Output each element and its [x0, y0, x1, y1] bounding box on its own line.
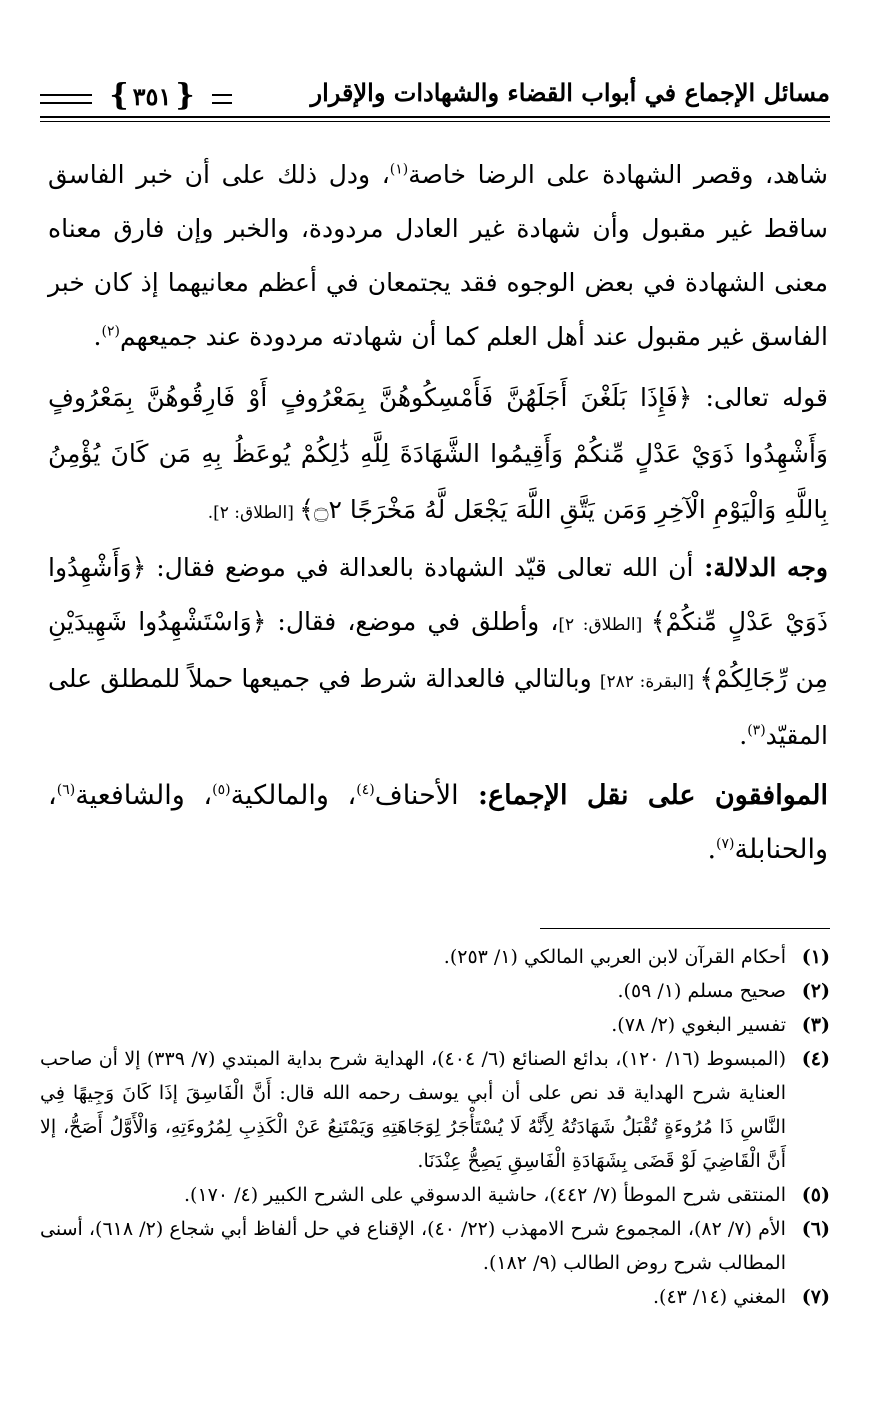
- footnote-item: [40, 1212, 830, 1280]
- footnote-marker: (٤): [356, 782, 375, 798]
- footnote-marker: (٦): [56, 782, 76, 798]
- running-header: [40, 78, 830, 120]
- paragraph-indication: [48, 541, 828, 763]
- footnote-marker: (٢): [101, 323, 120, 340]
- footnote-number: (٧): [801, 1286, 830, 1308]
- header-rule-thin: [40, 121, 830, 122]
- verse-reference: [الطلاق: ٢]: [558, 615, 651, 635]
- footnote-marker: (١): [389, 161, 409, 178]
- text-run: ، ودل ذلك على أن خبر الفاسق ساقط غير مقبول وأن شهادة غير العادل مردودة، والخبر وإن فارق معناه معنى الشهادة في بعض الوجوه فقد يجتمعان في أعظم معانيهما إذ كان خبر الفاسق غير مقبول عند أهل العلم كما أن شهادته مردودة عند جميعهم: [48, 160, 828, 351]
- text-run: أن الله تعالى قيّد الشهادة بالعدالة في موضع فقال:: [146, 553, 694, 582]
- footnote-number: (٦): [801, 1218, 830, 1240]
- footnote-text: تفسير البغوي (٢/ ٧٨).: [611, 1014, 786, 1036]
- footnote-text: صحيح مسلم (١/ ٥٩).: [617, 980, 786, 1002]
- footnote-text: المنتقى شرح الموطأ (٧/ ٤٤٢)، حاشية الدسوقي على الشرح الكبير (٤/ ١٧٠).: [183, 1184, 786, 1206]
- footnote-marker: (٣): [747, 722, 766, 739]
- text-run: .: [93, 322, 102, 351]
- quran-verse: ﴿وَأَشْهِدُوا ذَوَيْ عَدْلٍ مِّنكُمْ﴾: [48, 553, 828, 636]
- verse-reference: [البقرة: ٢٨٢]: [599, 672, 700, 692]
- paragraph-agreers: [48, 769, 828, 877]
- brace-close-icon: }: [175, 78, 195, 113]
- text-run: ، وأطلق في موضع، فقال:: [266, 607, 559, 636]
- footnote-number: (٢): [801, 980, 830, 1002]
- footnote-item: [40, 940, 830, 974]
- footnote-marker: (٥): [212, 782, 231, 798]
- footnote-text: المغني (١٤/ ٤٣).: [653, 1286, 786, 1308]
- paragraph-1: [48, 148, 828, 364]
- footnotes: [40, 940, 830, 1314]
- footnote-number: (٤): [801, 1048, 830, 1070]
- brace-open-icon: {: [109, 78, 129, 113]
- main-text: [48, 148, 828, 877]
- text-run: الأحناف: [374, 780, 459, 811]
- text-run: .: [739, 721, 748, 750]
- footnote-number: (١): [801, 946, 830, 968]
- text-run: ، والشافعية: [75, 780, 213, 811]
- verse-reference: [الطلاق: ٢].: [207, 503, 300, 523]
- footnote-number: (٥): [801, 1184, 830, 1206]
- quran-verse: ﴿وَاسْتَشْهِدُوا شَهِيدَيْنِ مِن رِّجَالِكُمْ﴾: [48, 607, 828, 693]
- footnote-item: [40, 1008, 830, 1042]
- footnote-marker: (٧): [716, 836, 735, 852]
- footnote-text: أحكام القرآن لابن العربي المالكي (١/ ٢٥٣).: [443, 946, 786, 968]
- header-ornament-left: [40, 94, 92, 104]
- quran-verse: ﴿فَإِذَا بَلَغْنَ أَجَلَهُنَّ فَأَمْسِكُوهُنَّ بِمَعْرُوفٍ أَوْ فَارِقُوهُنَّ بِمَعْرُوفٍ وَأَشْهِدُوا ذَوَيْ عَدْلٍ مِّنكُمْ وَأَقِيمُوا الشَّهَادَةَ لِلَّهِ ذَٰلِكُمْ يُوعَظُ بِهِ مَن كَانَ يُؤْمِنُ بِاللَّهِ وَالْيَوْمِ الْآخِرِ وَمَن يَتَّقِ اللَّهَ يَجْعَل لَّهُ مَخْرَجًا ۝٢﴾: [48, 383, 828, 524]
- section-heading: وجه الدلالة:: [693, 553, 828, 582]
- text-run: ، والحنابلة: [48, 780, 828, 865]
- paragraph-verse: [48, 370, 828, 541]
- section-heading: الموافقون على نقل الإجماع:: [458, 780, 828, 811]
- text-run: شاهد، وقصر الشهادة على الرضا خاصة: [408, 160, 828, 189]
- footnote-item: [40, 1280, 830, 1314]
- footnote-item: [40, 1042, 830, 1178]
- footnote-text: (المبسوط (١٦/ ١٢٠)، بدائع الصنائع (٦/ ٤٠٤)، الهداية شرح بداية المبتدي (٧/ ٣٣٩) إلا أن صاحب العناية شرح الهداية قد نص على أن أبي يوسف رحمه الله قال: أَنَّ الْفَاسِقَ إذَا كَانَ وَجِيهًا فِي النَّاسِ ذَا مُرُوءَةٍ تُقْبَلُ شَهَادَتُهُ لِأَنَّهُ لَا يُسْتَأْجَرُ لِوَجَاهَتِهِ وَيَمْتَنِعُ عَنْ الْكَذِبِ لِمُرُوءَتِهِ، وَالْأَوَّلُ أَصَحُّ، إلا أَنَّ الْقَاضِيَ لَوْ قَضَى بِشَهَادَةِ الْفَاسِقِ يَصِحُّ عِنْدَنَا.: [40, 1048, 786, 1172]
- footnote-text: الأم (٧/ ٨٢)، المجموع شرح الامهذب (٢٢/ ٤٠)، الإقناع في حل ألفاظ أبي شجاع (٢/ ٦١٨)، أسنى المطالب شرح روض الطالب (٩/ ١٨٢).: [40, 1218, 786, 1274]
- page-number: ٣٥١: [132, 81, 172, 111]
- header-rule: [40, 116, 830, 118]
- footnote-item: [40, 974, 830, 1008]
- footnote-number: (٣): [801, 1014, 830, 1036]
- text-run: .: [707, 834, 717, 865]
- text-run: ، والمالكية: [230, 780, 357, 811]
- header-title: مسائل الإجماع في أبواب القضاء والشهادات والإقرار: [310, 78, 830, 107]
- footnote-item: [40, 1178, 830, 1212]
- header-ornament-right: [212, 94, 232, 104]
- verse-lead: قوله تعالى:: [692, 383, 828, 412]
- footnote-separator: [540, 928, 830, 929]
- page-number-ornament: [98, 78, 206, 114]
- text-run: وبالتالي فالعدالة شرط في جميعها حملاً للمطلق على المقيّد: [48, 664, 828, 750]
